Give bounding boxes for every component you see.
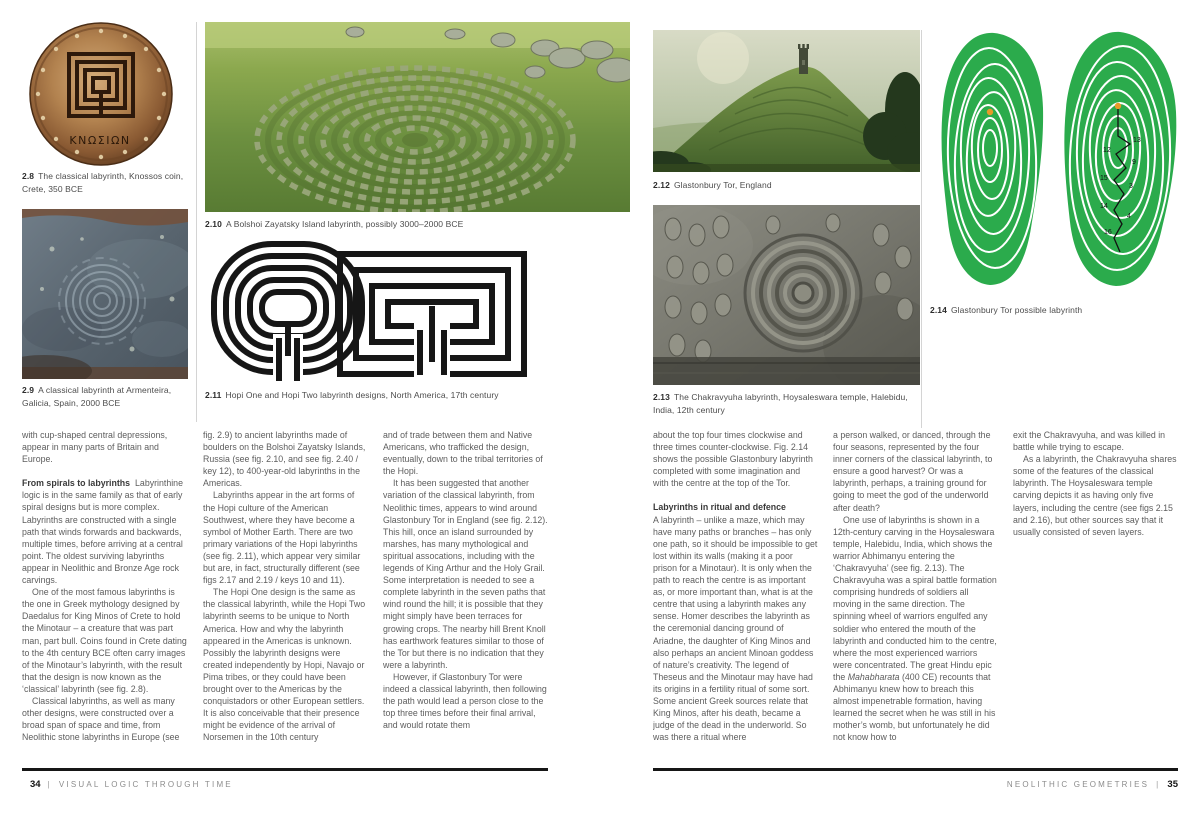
spiral-disc [745, 235, 861, 351]
figure-column-divider-left [196, 22, 197, 422]
caption-number: 2.12 [653, 180, 670, 190]
text-column-3 [383, 429, 548, 774]
paragraph: exit the Chakravyuha, and was killed in battle while trying to escape. [1013, 430, 1166, 453]
coin-greek-inscription: ΚΝΩΣΙΩΝ [69, 134, 131, 147]
summit-marker-dot [987, 109, 993, 115]
fig-2-11-hopi-two-drawing [336, 250, 528, 378]
caption-fig-2-12 [653, 179, 920, 192]
caption-number: 2.13 [653, 392, 670, 402]
tor-contour-right [1056, 28, 1184, 290]
knossos-coin-illustration [25, 20, 175, 168]
paragraph: It has been suggested that another variation of the classical labyrinth, from Neolithic times, appears to wind around Glastonbury Tor in England (see fig. 2.12). This hill, once an island surrounded by marshes, has many mythological and spiritual assocations, including with the legends of King Arthur and the Holy Grail. Some interpretation is needed to see a complete labyrinth in the seven paths that wind round the hill; it is possible that they might simply have been terraces for growing crops. The nearby hill Brent Knoll has earthwork features similar to those of the Tor but there is no indication that they were a labyrinth. [383, 478, 548, 670]
footer-separator: | [1156, 780, 1161, 789]
caption-fig-2-13 [653, 391, 920, 416]
paragraph: One use of labyrinths is shown in a 12th-century carving in the Hoysaleswara temple, Halebidu, India, which shows the warrior Abhimanyu entering the ‘Chakravyuha’ (see fig. 2.13). The Chakravyuha was a spiral battle formation comprising hundreds of soldiers all moving in the same direction. The spinning wheel of warriors engulfed any soldier who entered the mouth of the labyrinth and conducted him to the centre, where the most experienced warriors were concentrated. The great Hindu epic the Mahabharata (400 CE) recounts that Abhimanyu knew how to breach this almost impenetrable formation, having learned the secret when he was still in his mother’s womb, but unfortunately he did not know how to [833, 514, 997, 743]
fig-2-14-tor-contour-diagram-left [936, 30, 1048, 288]
tor-contour-left [936, 30, 1048, 288]
run-in-heading: From spirals to labyrinths [22, 478, 131, 489]
caption-number: 2.14 [930, 305, 947, 315]
caption-fig-2-8 [22, 170, 190, 195]
fig-2-13-chakravyuha-carving-photo [653, 205, 920, 385]
fig-2-12-glastonbury-tor-photo [653, 30, 920, 172]
paragraph: fig. 2.9) to ancient labyrinths made of boulders on the Bolshoi Zayatsky Islands, Russia (see fig. 2.10, and see fig. 2.40 / key 12), to 400-year-old labyrinths in the Americas. [203, 430, 366, 489]
caption-text: The Chakravyuha labyrinth, Hoysaleswara temple, Halebidu, India, 12th century [653, 392, 908, 415]
fig-2-10-stone-labyrinth-photo [205, 22, 630, 212]
text-column-1 [22, 429, 187, 774]
caption-text: Hopi One and Hopi Two labyrinth designs, North America, 17th century [225, 390, 499, 400]
svg-text:13: 13 [1133, 137, 1141, 144]
text-column-6 [1013, 429, 1178, 774]
paragraph: about the top four times clockwise and three times counter-clockwise. Fig. 2.14 shows the possible Glastonbury labyrinth completed with some imagination and with the centre at the top of the Tor. [653, 430, 813, 489]
figure-column-divider-right [921, 30, 922, 428]
svg-text:16: 16 [1104, 229, 1112, 236]
right-page-footer [1007, 779, 1178, 790]
paragraph: with cup-shaped central depressions, appear in many parts of Britain and Europe. [22, 430, 168, 465]
tor-tower-icon [798, 44, 809, 74]
caption-text: A classical labyrinth at Armenteira, Galicia, Spain, 2000 BCE [22, 385, 172, 408]
right-page-number: 35 [1167, 779, 1178, 790]
summit-marker-dot [1115, 103, 1121, 109]
caption-fig-2-14 [930, 304, 1180, 317]
svg-text:12: 12 [1103, 147, 1111, 154]
caption-text: The classical labyrinth, Knossos coin, Crete, 350 BCE [22, 171, 184, 194]
paragraph: The Hopi One design is the same as the classical labyrinth, while the Hopi Two labyrinth seems to be unique to North America. How and why the labyrinth appeared in the Americas is unknown. Possibly the labyrinth designs were created independently by Hopi, Navajo or Pima tribes, or they could have been brought over to the Americas by the conquistadors or other European settlers. It is also conceivable that their presence might be evidence of the arrival of Norsemen in the 10th century [203, 587, 366, 743]
stone-labyrinth-illustration [205, 22, 630, 212]
paragraph: and of trade between them and Native Americans, who trafficked the design, eventually, down to the tribal territories of the Hopi. [383, 430, 543, 477]
caption-number: 2.10 [205, 219, 222, 229]
text-column-5 [833, 429, 998, 774]
text-column-4 [653, 429, 818, 774]
italic-title: Mahabharata [847, 671, 900, 682]
svg-text:4: 4 [1127, 213, 1131, 220]
section-heading: Labyrinths in ritual and defence [653, 502, 786, 513]
caption-fig-2-9 [22, 384, 190, 409]
paragraph: However, if Glastonbury Tor were indeed a classical labyrinth, then following the path would lead a person close to the top three times before their final arrival, and would rotate them [383, 671, 547, 731]
fig-2-9-rock-carving-photo [22, 209, 188, 379]
paragraph: Classical labyrinths, as well as many other designs, were constructed over a broad span of space and time, from Neolithic stone labyrinths in Europe (see [22, 695, 180, 743]
left-running-title: VISUAL LOGIC THROUGH TIME [58, 780, 233, 789]
caption-number: 2.11 [205, 390, 222, 400]
right-page-footer-rule [653, 768, 1178, 771]
caption-number: 2.9 [22, 385, 35, 395]
footer-separator: | [47, 780, 52, 789]
left-page-number: 34 [30, 779, 41, 790]
paragraph: One of the most famous labyrinths is the one in Greek mythology designed by Daedalus for King Minos of Crete to hold the Minotaur – a creature that was part man, part bull. Coins found in Crete dating to the 4th century BCE often carry images of the Minotaur’s labyrinth, with the result that the design is now known as the ‘classical’ labyrinth (see fig. 2.8). [22, 587, 187, 694]
caption-text: Glastonbury Tor possible labyrinth [950, 305, 1083, 315]
paragraph: As a labyrinth, the Chakravyuha shares some of the features of the classical labyrinth. The Hoysaleswara temple carving depicts it as having only five layers, including the centre (see figs 2.15 and 2.16), but other sources say that it usually consisted of seven layers. [1013, 454, 1177, 537]
left-page-footer-rule [22, 768, 548, 771]
svg-text:3: 3 [1129, 183, 1133, 190]
right-running-title: NEOLITHIC GEOMETRIES [1006, 780, 1150, 789]
caption-number: 2.8 [22, 171, 35, 181]
caption-fig-2-11 [205, 389, 630, 402]
chakravyuha-carving-illustration [653, 205, 920, 385]
paragraph: A labyrinth – unlike a maze, which may have many paths or branches – has only one path, so it should be impossible to get lost within its walls (making it a poor prison for a Minotaur). It is only when the path to reach the centre is as important as, or more important than, what is at the centre that using a labyrinth makes any sense. Homer describes the labyrinth as the ceremonial dancing ground of Ariadne, the daughter of King Minos and also perhaps an ancient Minoan goddess of nature’s creativity. The legend of Theseus and the Minotaur may have had its origins in a fertility ritual of some sort. Some ancient Greek sources relate that King Minos, after his death, became a judge of the dead in the underworld. So was there a ritual where [653, 514, 818, 743]
hopi-two-labyrinth [336, 250, 528, 378]
svg-text:15: 15 [1100, 175, 1108, 182]
left-page-footer [30, 779, 233, 790]
glastonbury-tor-illustration [653, 30, 920, 172]
caption-fig-2-10 [205, 218, 630, 231]
caption-text: Glastonbury Tor, England [673, 180, 772, 190]
fig-2-8-knossos-coin-photo [25, 20, 175, 168]
svg-text:9: 9 [1132, 159, 1136, 166]
fig-2-14-tor-contour-diagram-right [1056, 28, 1184, 290]
svg-text:14: 14 [1100, 203, 1108, 210]
rock-carving-illustration [22, 209, 188, 379]
text-column-2 [203, 429, 368, 774]
paragraph: Labyrinths appear in the art forms of the Hopi culture of the American Southwest, where they have become a symbol of Mother Earth. There are two primary variations of the Hopi labyrinths (see fig. 2.11), which appear very similar but are, in fact, structurally different (see figs 2.17 and 2.19 / keys 10 and 11). [203, 490, 361, 586]
paragraph: a person walked, or danced, through the four seasons, represented by the four inner corners of the classical labyrinth, to ensure a good harvest? Or was a labyrinth, perhaps, a training ground for going to meet the god of the underworld after death? [833, 430, 993, 513]
paragraph: From spirals to labyrinths Labyrinthine logic is in the same family as that of early spiral designs but is more complex. Labyrinths are constructed with a single path that winds forwards and backwards, multiple times, before arriving at a central point. The oldest surviving labyrinths appear in Neolithic and Bronze Age rock carvings. [22, 478, 183, 586]
caption-text: A Bolshoi Zayatsky Island labyrinth, possibly 3000–2000 BCE [225, 219, 464, 229]
